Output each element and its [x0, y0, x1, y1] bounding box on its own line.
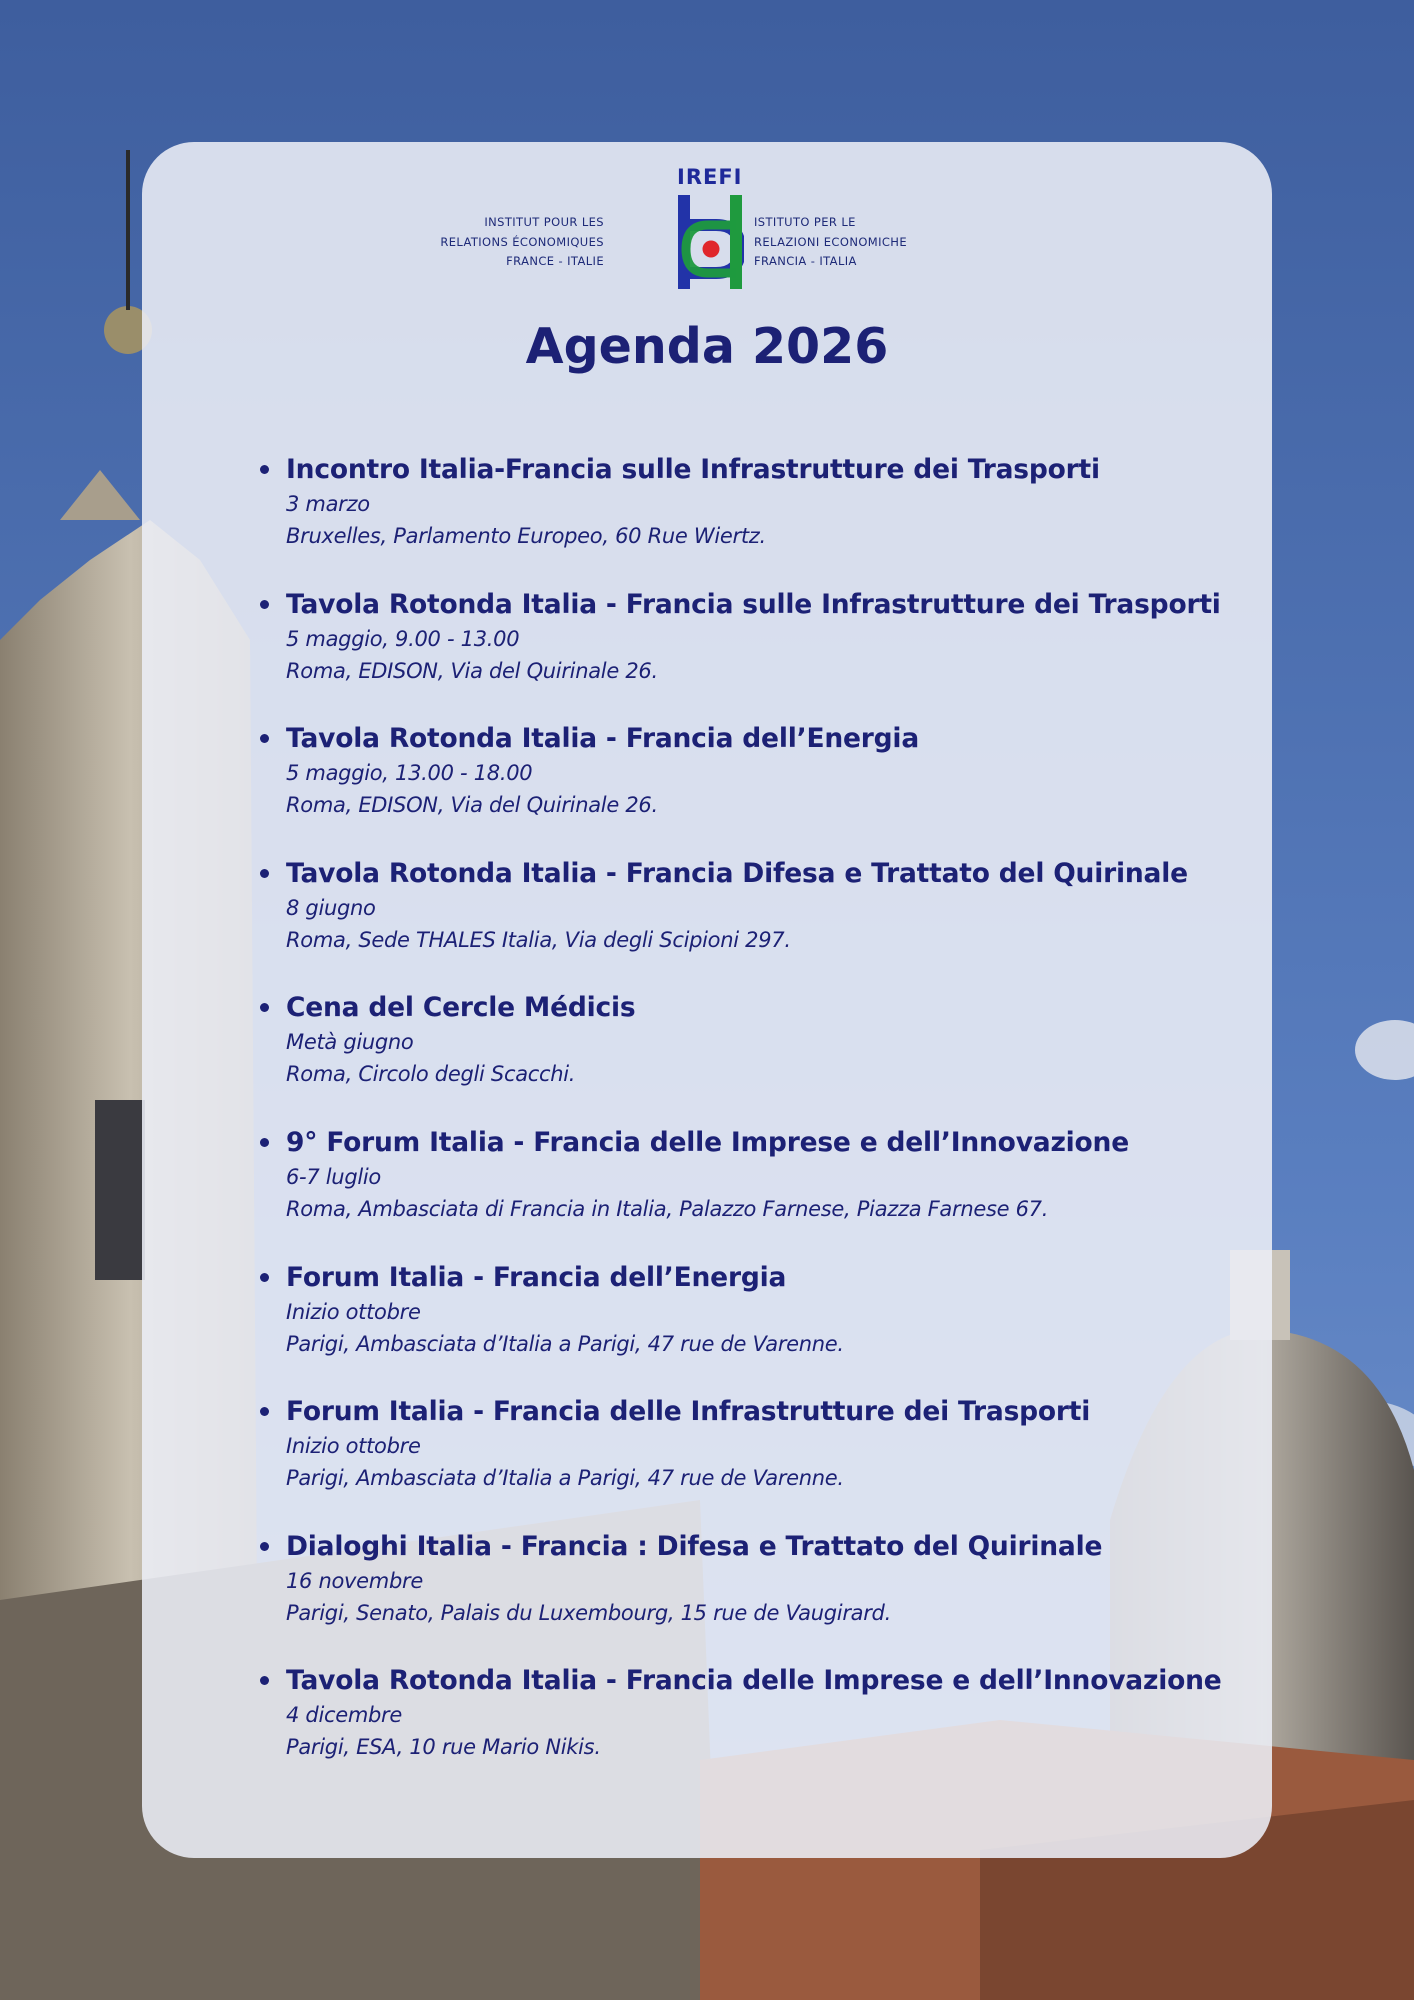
event-title: Forum Italia - Francia delle Infrastrutture dei Trasporti — [286, 1396, 1091, 1428]
event-date: Metà giugno — [286, 1030, 414, 1055]
agenda-item — [255, 1529, 1255, 1664]
event-place: Roma, Circolo degli Scacchi. — [286, 1062, 576, 1087]
event-place: Roma, Ambasciata di Francia in Italia, Palazzo Farnese, Piazza Farnese 67. — [286, 1196, 1049, 1221]
agenda-item — [255, 1394, 1255, 1529]
event-title: Dialoghi Italia - Francia : Difesa e Trattato del Quirinale — [286, 1530, 1103, 1562]
bullet-icon — [260, 1138, 269, 1147]
event-title: Tavola Rotonda Italia - Francia Difesa e Trattato del Quirinale — [286, 857, 1188, 889]
event-date: 16 novembre — [286, 1568, 423, 1593]
event-place: Roma, Sede THALES Italia, Via degli Scipioni 297. — [286, 927, 791, 952]
bullet-icon — [260, 869, 269, 878]
event-title: 9° Forum Italia - Francia delle Imprese e dell’Innovazione — [286, 1126, 1129, 1158]
agenda-item — [255, 1125, 1255, 1260]
logo-text-french: INSTITUT POUR LES RELATIONS ÉCONOMIQUES FRANCE - ITALIE — [440, 215, 604, 268]
bullet-icon — [260, 1003, 269, 1012]
event-title: Incontro Italia-Francia sulle Infrastrutture dei Trasporti — [286, 454, 1100, 485]
event-title: Forum Italia - Francia dell’Energia — [286, 1261, 787, 1293]
event-title: Tavola Rotonda Italia - Francia sulle Infrastrutture dei Trasporti — [286, 588, 1221, 620]
event-place: Parigi, Ambasciata d’Italia a Parigi, 47 rue de Varenne. — [286, 1331, 844, 1356]
bullet-icon — [260, 1542, 269, 1551]
bullet-icon — [260, 734, 269, 743]
event-place: Parigi, Senato, Palais du Luxembourg, 15 rue de Vaugirard. — [286, 1600, 891, 1625]
agenda-item — [255, 452, 1255, 587]
agenda-item — [255, 587, 1255, 722]
bullet-icon — [260, 600, 269, 609]
event-date: 8 giugno — [286, 895, 376, 920]
event-place: Roma, EDISON, Via del Quirinale 26. — [286, 658, 658, 683]
agenda-list — [255, 452, 1255, 1798]
agenda-item — [255, 856, 1255, 991]
agenda-item — [255, 1260, 1255, 1395]
logo-acronym: IREFI — [677, 165, 743, 189]
event-place: Roma, EDISON, Via del Quirinale 26. — [286, 793, 658, 818]
event-date: Inizio ottobre — [286, 1299, 421, 1324]
event-title: Tavola Rotonda Italia - Francia dell’Energia — [286, 723, 919, 755]
bullet-icon — [260, 1407, 269, 1416]
bullet-icon — [260, 465, 269, 474]
irefi-logo — [440, 165, 930, 295]
event-title: Tavola Rotonda Italia - Francia delle Imprese e dell’Innovazione — [286, 1665, 1222, 1697]
event-place: Parigi, Ambasciata d’Italia a Parigi, 47 rue de Varenne. — [286, 1466, 844, 1491]
event-place: Parigi, ESA, 10 rue Mario Nikis. — [286, 1735, 601, 1760]
logo-text-italian: ISTITUTO PER LE RELAZIONI ECONOMICHE FRANCIA - ITALIA — [754, 215, 908, 268]
event-place: Bruxelles, Parlamento Europeo, 60 Rue Wiertz. — [286, 524, 766, 548]
agenda-item — [255, 1663, 1255, 1798]
event-date: 5 maggio, 9.00 - 13.00 — [286, 626, 520, 651]
logo-emblem-icon — [676, 193, 744, 291]
bullet-icon — [260, 1273, 269, 1282]
agenda-item — [255, 721, 1255, 856]
event-date: 4 dicembre — [286, 1703, 403, 1728]
page-title: Agenda 2026 — [525, 318, 889, 375]
event-title: Cena del Cercle Médicis — [286, 992, 636, 1024]
event-date: 5 maggio, 13.00 - 18.00 — [286, 761, 533, 786]
agenda-item — [255, 990, 1255, 1125]
event-date: 3 marzo — [286, 492, 370, 516]
bullet-icon — [260, 1676, 269, 1685]
event-date: 6-7 luglio — [286, 1164, 381, 1189]
event-date: Inizio ottobre — [286, 1434, 421, 1459]
